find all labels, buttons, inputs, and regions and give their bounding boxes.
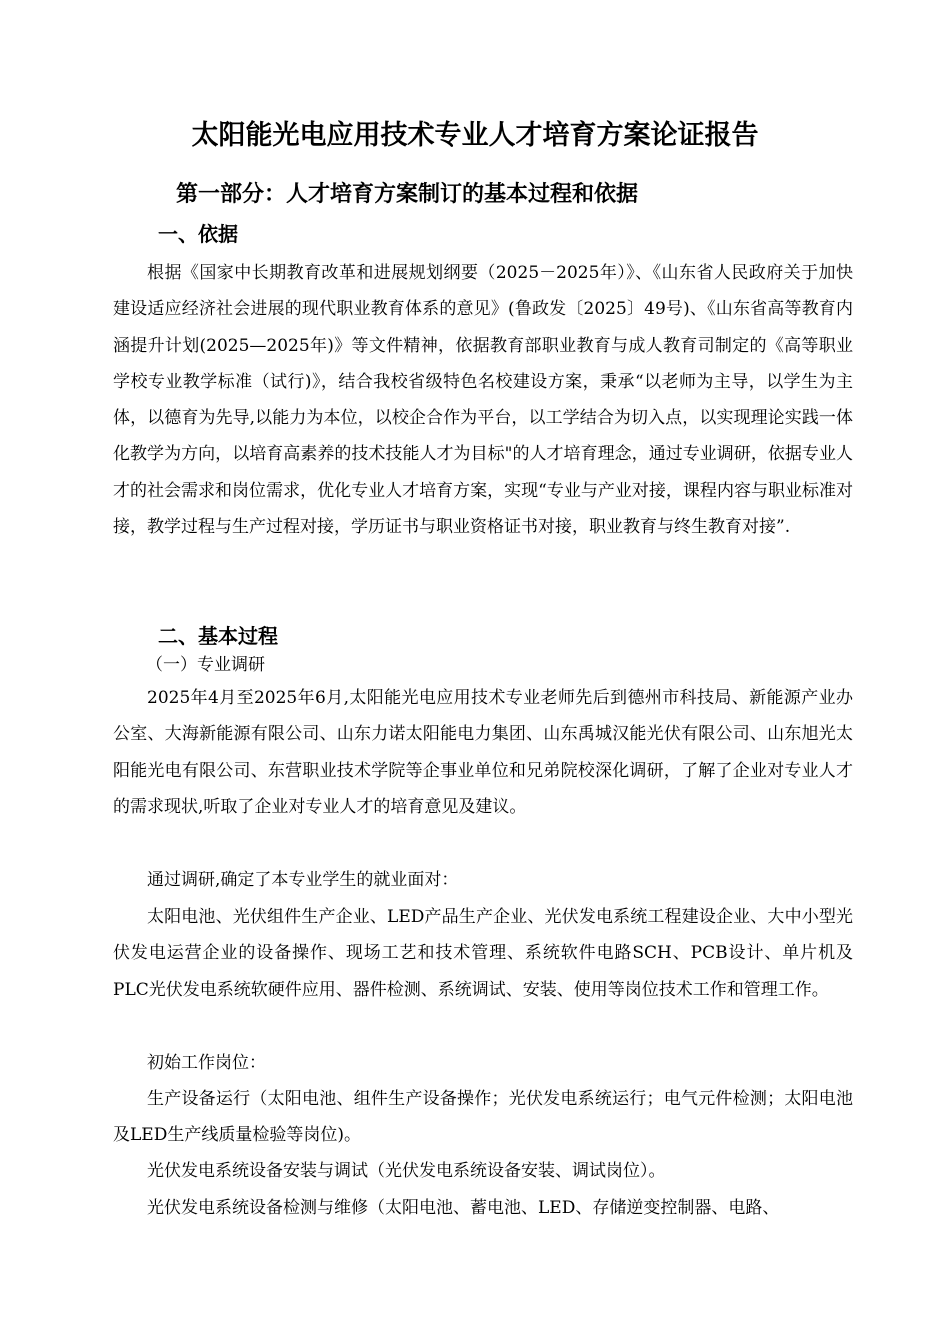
paragraph-survey: 2025年4月至2025年6月,太阳能光电应用技术专业老师先后到德州市科技局、新能源产业办公室、大海新能源有限公司、山东力诺太阳能电力集团、山东禹城汉能光伏有限公司、山东旭光太阳能光电有限公司、东营职业技术学院等企事业单位和兄弟院校深化调研，了解了企业对专业人才的需求现状,听取了企业对专业人才的培育意见及建议。 [113,688,853,817]
section-heading-basis: 一、依据 [158,222,238,246]
paragraph-position-2: 光伏发电系统设备安装与调试（光伏发电系统设备安装、调试岗位）。 [147,1161,666,1181]
paragraph-employment-intro: 通过调研,确定了本专业学生的就业面对： [147,870,459,890]
subsection-heading-survey: （一）专业调研 [146,655,265,675]
paragraph-position-1: 生产设备运行（太阳电池、组件生产设备操作；光伏发电系统运行；电气元件检测；太阳电池及LED生产线质量检验等岗位)。 [113,1089,853,1146]
document-title: 太阳能光电应用技术专业人才培育方案论证报告 [191,120,759,151]
paragraph-basis: 根据《国家中长期教育改革和进展规划纲要（2025－2025年）》、《山东省人民政府关于加快建设适应经济社会进展的现代职业教育体系的意见》(鲁政发〔2025〕49号)、《山东省高等教育内涵提升计划(2025—2025年)》等文件精神，依据教育部职业教育与成人教育司制定的《高等职业学校专业教学标准（试行)》，结合我校省级特色名校建设方案，秉承“以老师为主导，以学生为主体，以德育为先导,以能力为本位，以校企合作为平台，以工学结合为切入点，以实现理论实践一体化教学为方向，以培育高素养的技术技能人才为目标"的人才培育理念，通过专业调研，依据专业人才的社会需求和岗位需求，优化专业人才培育方案，实现“专业与产业对接，课程内容与职业标准对接，教学过程与生产过程对接，学历证书与职业资格证书对接，职业教育与终生教育对接”. [113,263,853,538]
paragraph-position-3: 光伏发电系统设备检测与维修（太阳电池、蓄电池、LED、存储逆变控制器、电路、 [147,1198,780,1218]
part-heading: 第一部分：人才培育方案制订的基本过程和依据 [176,182,639,207]
paragraph-initial-positions: 初始工作岗位： [147,1053,266,1073]
section-heading-process: 二、基本过程 [158,624,278,648]
paragraph-employment-list: 太阳电池、光伏组件生产企业、LED产品生产企业、光伏发电系统工程建设企业、大中小型光伏发电运营企业的设备操作、现场工艺和技术管理、系统软件电路SCH、PCB设计、单片机及PLC光伏发电系统软硬件应用、器件检测、系统调试、安装、使用等岗位技术工作和管理工作。 [113,907,853,1000]
